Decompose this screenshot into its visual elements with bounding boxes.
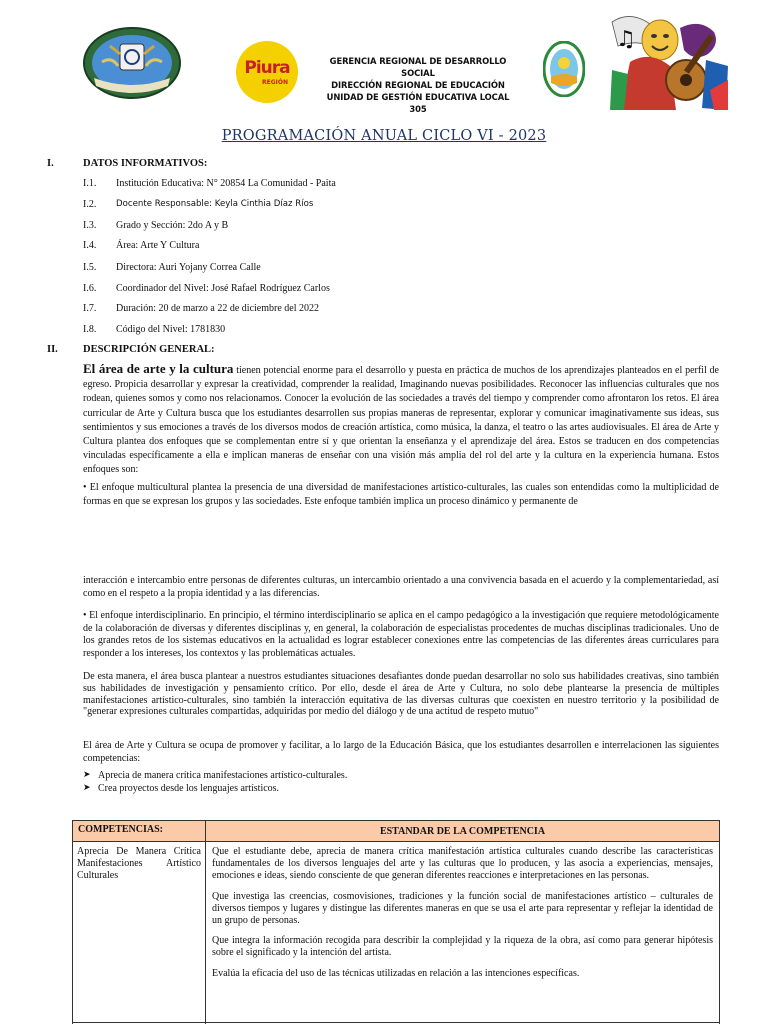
info-item bbox=[83, 303, 683, 315]
info-item-number: I.4. bbox=[83, 240, 97, 251]
info-item-number: I.3. bbox=[83, 220, 97, 231]
standard-paragraph: Que investiga las creencias, cosmovisiones, tradiciones y la función social de manifestaciones artístico – culturales de diversos tiempos y lugares y distingue las diferentes maneras en que se usa el arte para representar y reflejar la identidad de un grupo de personas. bbox=[212, 890, 713, 927]
info-item-text: Institución Educativa: N° 20854 La Comunidad - Paita bbox=[116, 178, 336, 189]
table-header-competencias: COMPETENCIAS: bbox=[72, 820, 206, 842]
piura-logo-sub: REGIÓN bbox=[262, 79, 288, 86]
info-item-number: I.1. bbox=[83, 178, 97, 189]
standard-paragraph: Que el estudiante debe, aprecia de manera crítica manifestación artística culturales cuando describe las características fundamentales de los diversos lenguajes del arte y las culturas que lo producen, y las asocia a experiencias, mensajes, emociones e ideas, siendo consciente de que generan diferentes reacciones e interpretaciones en las personas. bbox=[212, 846, 713, 882]
info-item-text: Duración: 20 de marzo a 22 de diciembre del 2022 bbox=[116, 303, 319, 314]
table-cell-competency bbox=[72, 842, 206, 1024]
section-2-heading: DESCRIPCIÓN GENERAL: bbox=[83, 344, 215, 355]
table-cell-standard bbox=[206, 842, 720, 1024]
arrow-bullet-icon: ➤ bbox=[83, 770, 91, 780]
multicultural-paragraph: • El enfoque multicultural plantea la presencia de una diversidad de manifestaciones artístico-culturales, las cuales son entendidas como la multiplicidad de formas en que se expresan los grupos y las sociedades. Este enfoque también implica un proceso dinámico y permanente de bbox=[83, 482, 719, 507]
competency-list-text: Crea proyectos desde los lenguajes artísticos. bbox=[98, 783, 280, 794]
info-item-number: I.2. bbox=[83, 199, 97, 210]
standard-paragraph: Evalúa la eficacia del uso de las técnicas utilizadas en relación a las intenciones específicas. bbox=[212, 967, 580, 979]
info-item-number: I.5. bbox=[83, 262, 97, 273]
standard-paragraph: Que integra la información recogida para describir la complejidad y la riqueza de la obra, así como para generar hipótesis sobre el significado y la intención del artista. bbox=[212, 935, 713, 959]
info-item-number: I.8. bbox=[83, 324, 97, 335]
competency-list-item bbox=[83, 770, 683, 782]
competency-list-item bbox=[83, 783, 683, 795]
info-item bbox=[83, 220, 683, 232]
info-item bbox=[83, 262, 683, 274]
piura-region-logo bbox=[236, 38, 298, 106]
section-1-heading: DATOS INFORMATIVOS: bbox=[83, 158, 208, 169]
institution-header bbox=[318, 55, 518, 115]
header-line-1: GERENCIA REGIONAL DE DESARROLLO SOCIAL bbox=[329, 56, 507, 78]
document-title: PROGRAMACIÓN ANUAL CICLO VI - 2023 bbox=[221, 128, 547, 144]
intro-paragraph bbox=[83, 362, 719, 478]
svg-text:♫: ♫ bbox=[616, 27, 636, 52]
info-item bbox=[83, 199, 683, 211]
arts-collage-logo bbox=[610, 10, 730, 114]
ugel-school-logo bbox=[82, 26, 182, 100]
intro-text: tienen potencial enorme para el desarrollo y puesta en práctica de muchos de los aprendizajes planteados en el perfil de egreso. Propicia desarrollar y expresar la creatividad, comprender la realidad, Imaginando nuevas posibilidades. Reconocer las influencias culturales que nos rodean, quienes somos y como nos relacionamos. Conocer la evolución de las sociedades a través del tiempo y comprender como afrontaron los retos. El área curricular de Arte y Cultura busca que los estudiantes desarrollen sus propias maneras de representar, explorar y comunicar imaginativamente sus ideas, sus sentimientos y sus emociones a través de los diversos modos de creación artística, como música, la danza, el teatro o las artes audiovisuales. El área de Arte y Cultura plantea dos enfoques que se complementan entre sí y que orientan la enseñanza y el aprendizaje del área. Estos se traducen en dos competencias vinculadas específicamente a ella e implican maneras de enseñar con una visión más amplia del rol del arte y la cultura en la experiencia humana. Estos enfoques son: bbox=[83, 365, 719, 476]
info-item-number: I.6. bbox=[83, 283, 97, 294]
info-item-text: Código del Nivel: 1781830 bbox=[116, 324, 226, 335]
competency-list-text: Aprecia de manera crítica manifestaciones artístico-culturales. bbox=[98, 770, 348, 781]
info-item bbox=[83, 240, 683, 252]
section-1-number: I. bbox=[47, 158, 54, 169]
info-item bbox=[83, 283, 683, 295]
multicultural-paragraph-cont: interacción e intercambio entre personas de diferentes culturas, un intercambio orientado a una convivencia basada en el acuerdo y la complementariedad, así como en el respeto a la propia identidad y a las diferencias. bbox=[83, 575, 719, 599]
info-item-text: Grado y Sección: 2do A y B bbox=[116, 220, 229, 231]
table-header-estandar: ESTANDAR DE LA COMPETENCIA bbox=[206, 820, 720, 842]
competencies-intro: El área de Arte y Cultura se ocupa de promover y facilitar, a lo largo de la Educación Básica, que los estudiantes desarrollen e interrelacionen las siguientes competencias: bbox=[83, 740, 719, 764]
approach-paragraph: De esta manera, el área busca plantear a nuestros estudiantes situaciones desafiantes donde puedan desarrollar no solo sus habilidades creativas, sino también sus habilidades de investigación y pensamiento crítico. Por ello, desde el área de Arte y Cultura, no solo debe plantearse la presencia de múltiples manifestaciones artístico-culturales, sino también la interacción equitativa de las diversas culturas que coexisten en nuestro territorio y la posibilidad de "generar expresiones culturales compartidas, adquiridas por medio del diálogo y de una actitud de respeto mutuo" bbox=[83, 671, 719, 718]
intro-lead: El área de arte y la cultura bbox=[83, 361, 234, 376]
competency-name: Aprecia De Manera Crítica Manifestaciones Artístico Culturales bbox=[77, 846, 201, 881]
arrow-bullet-icon: ➤ bbox=[83, 783, 91, 793]
info-item-text: Docente Responsable: Keyla Cinthia Díaz Ríos bbox=[116, 199, 314, 209]
info-item-text: Área: Arte Y Cultura bbox=[116, 240, 200, 251]
dre-seal-logo bbox=[543, 41, 585, 97]
info-item-number: I.7. bbox=[83, 303, 97, 314]
info-item-text: Coordinador del Nivel: José Rafael Rodríguez Carlos bbox=[116, 283, 330, 294]
info-item bbox=[83, 324, 683, 336]
info-item bbox=[83, 178, 683, 190]
header-line-3: UNIDAD DE GESTIÓN EDUCATIVA LOCAL 305 bbox=[326, 92, 510, 114]
piura-logo-word: Piura bbox=[244, 58, 290, 78]
info-item-text: Directora: Auri Yojany Correa Calle bbox=[116, 262, 261, 273]
interdisciplinary-paragraph: • El enfoque interdisciplinario. En principio, el término interdisciplinario se aplica en el campo pedagógico a la investigación que requiere metodológicamente de la colaboración de diversas y diferentes disciplinas y, en general, la colaboración de especialistas procedentes de muchas disciplinas tradicionales. Uno de los grandes retos de los sistemas educativos en la actualidad es lograr establecer conexiones entre las competencias de las diferentes áreas curriculares para responder a los intereses, los contextos y las problemáticas actuales. bbox=[83, 610, 719, 659]
section-2-number: II. bbox=[47, 344, 58, 355]
header-line-2: DIRECCIÓN REGIONAL DE EDUCACIÓN bbox=[331, 80, 505, 90]
competencies-table bbox=[72, 820, 720, 1024]
